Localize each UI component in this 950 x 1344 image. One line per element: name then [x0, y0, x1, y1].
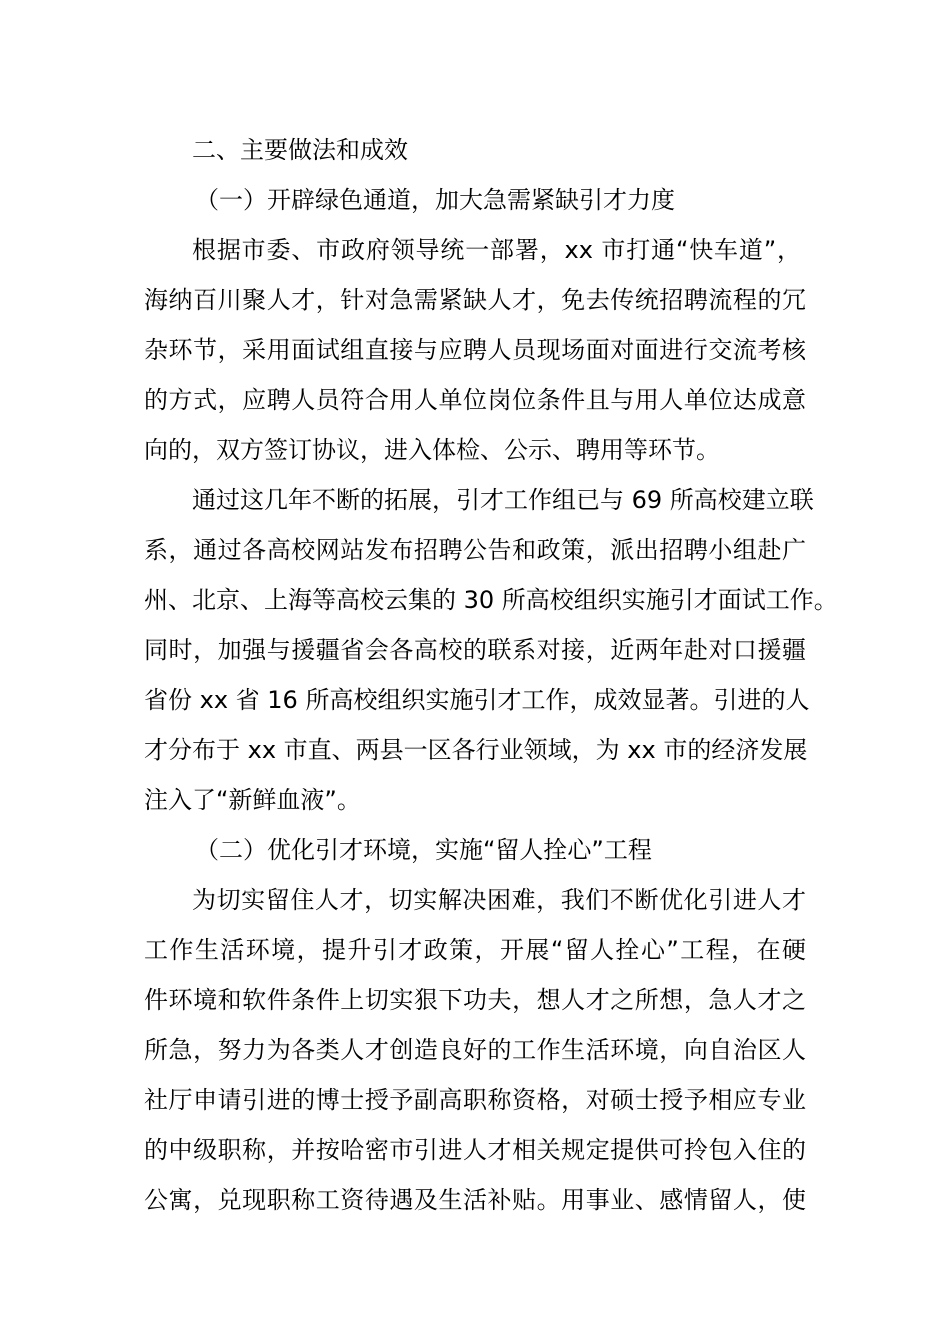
paragraph-line: 的中级职称，并按哈密市引进人才相关规定提供可拎包入住的 — [144, 1136, 806, 1164]
paragraph-line: 省份 xx 省 16 所高校组织实施引才工作，成效显著。引进的人 — [144, 686, 810, 714]
paragraph-line: 通过这几年不断的拓展，引才工作组已与 69 所高校建立联 — [192, 486, 814, 514]
subsection-heading: （二）优化引才环境，实施“留人拴心”工程 — [195, 836, 652, 864]
paragraph-line: 系，通过各高校网站发布招聘公告和政策，派出招聘小组赴广 — [144, 536, 806, 564]
paragraph-line: 向的，双方签订协议，进入体检、公示、聘用等环节。 — [144, 436, 720, 464]
paragraph-line: 根据市委、市政府领导统一部署，xx 市打通“快车道”， — [192, 236, 801, 264]
paragraph-line: 才分布于 xx 市直、两县一区各行业领域，为 xx 市的经济发展 — [144, 736, 808, 764]
subsection-heading: （一）开辟绿色通道，加大急需紧缺引才力度 — [195, 186, 675, 214]
paragraph-line: 同时，加强与援疆省会各高校的联系对接，近两年赴对口援疆 — [144, 636, 806, 664]
paragraph-line: 注入了“新鲜血液”。 — [144, 786, 361, 814]
paragraph-line: 所急，努力为各类人才创造良好的工作生活环境，向自治区人 — [144, 1036, 806, 1064]
paragraph-line: 州、北京、上海等高校云集的 30 所高校组织实施引才面试工作。 — [144, 586, 838, 614]
paragraph-line: 杂环节，采用面试组直接与应聘人员现场面对面进行交流考核 — [144, 336, 806, 364]
paragraph-line: 为切实留住人才，切实解决困难，我们不断优化引进人才 — [192, 886, 806, 914]
paragraph-line: 件环境和软件条件上切实狠下功夫，想人才之所想，急人才之 — [144, 986, 806, 1014]
paragraph-line: 海纳百川聚人才，针对急需紧缺人才，免去传统招聘流程的冗 — [144, 286, 806, 314]
paragraph-line: 工作生活环境，提升引才政策，开展“留人拴心”工程，在硬 — [144, 936, 806, 964]
paragraph-line: 社厅申请引进的博士授予副高职称资格，对硕士授予相应专业 — [144, 1086, 806, 1114]
paragraph-line: 的方式，应聘人员符合用人单位岗位条件且与用人单位达成意 — [144, 386, 806, 414]
section-heading: 二、主要做法和成效 — [192, 136, 408, 164]
paragraph-line: 公寓，兑现职称工资待遇及生活补贴。用事业、感情留人，使 — [144, 1186, 806, 1214]
